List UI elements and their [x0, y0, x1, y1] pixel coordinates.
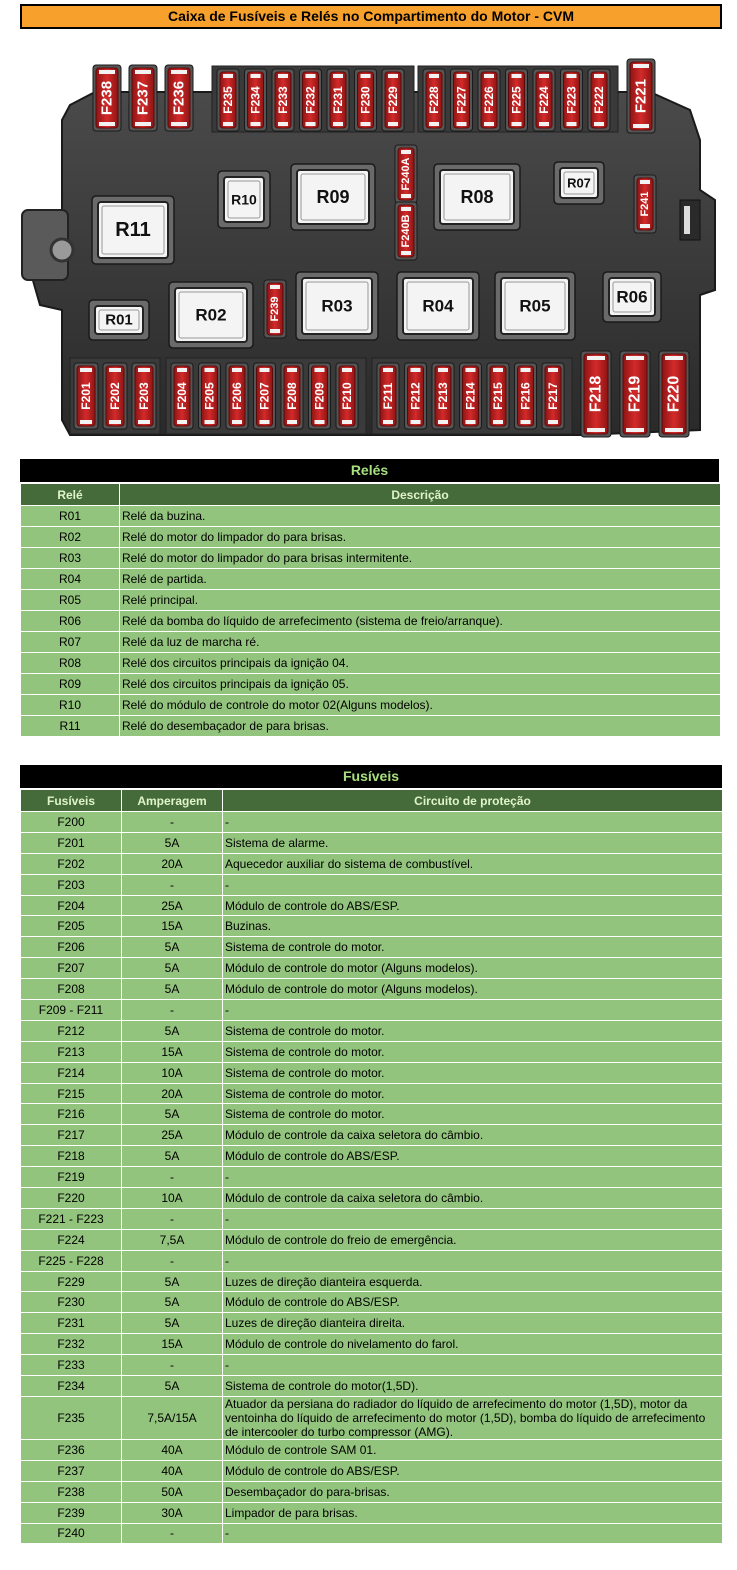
reles-cell: R06: [21, 611, 120, 632]
fusiveis-cell: F220: [21, 1188, 122, 1209]
fuse-label: F237: [134, 80, 152, 116]
fuse: [254, 363, 276, 429]
fuse-label: F238: [98, 80, 116, 116]
fusiveis-cell: Sistema de controle do motor(1,5D).: [223, 1376, 723, 1397]
fusiveis-cell: -: [223, 1355, 723, 1376]
reles-cell: Relé da luz de marcha ré.: [120, 632, 721, 653]
fusiveis-header-amperagem: Amperagem: [122, 790, 223, 812]
fuse: [336, 363, 358, 429]
fuse-label: F209: [312, 382, 327, 410]
fuse: [478, 69, 500, 131]
fusiveis-row: [21, 1104, 723, 1125]
fuse-label: F211: [381, 382, 395, 410]
fuse: [355, 69, 377, 131]
fuse: [487, 363, 509, 429]
reles-cell: Relé dos circuitos principais da ignição 04.: [120, 653, 721, 674]
fusiveis-cell: Módulo de controle do motor (Alguns modelos).: [223, 958, 723, 979]
relay: [92, 196, 174, 264]
fuse: [395, 145, 417, 203]
reles-cell: Relé da bomba do líquido de arrefecimento (sistema de freio/arranque).: [120, 611, 721, 632]
fusiveis-row: [21, 1167, 723, 1188]
fuse-label: F207: [257, 382, 272, 410]
fusiveis-row: [21, 958, 723, 979]
fusiveis-cell: Sistema de controle do motor.: [223, 1041, 723, 1062]
fusiveis-cell: F231: [21, 1313, 122, 1334]
fusiveis-cell: 15A: [122, 1334, 223, 1355]
fusiveis-cell: Sistema de alarme.: [223, 832, 723, 853]
fusiveis-cell: -: [122, 1208, 223, 1229]
fuse: [93, 65, 121, 131]
fusiveis-row: [21, 1229, 723, 1250]
fusiveis-cell: F209 - F211: [21, 1000, 122, 1021]
fusiveis-cell: Sistema de controle do motor.: [223, 937, 723, 958]
fusiveis-row: [21, 916, 723, 937]
fusiveis-cell: F202: [21, 853, 122, 874]
fusiveis-cell: -: [122, 1355, 223, 1376]
relay-label: R08: [460, 187, 494, 207]
fuse-label: F240A: [400, 157, 412, 191]
relay-label: R07: [567, 175, 591, 191]
reles-cell: R09: [21, 674, 120, 695]
fusiveis-cell: F216: [21, 1104, 122, 1125]
fuse-label: F239: [269, 296, 281, 322]
relay: [291, 164, 375, 230]
reles-title: Relés: [20, 459, 719, 482]
reles-cell: Relé do módulo de controle do motor 02(Alguns modelos).: [120, 695, 721, 716]
fusiveis-row: [21, 1271, 723, 1292]
relay: [397, 272, 479, 340]
reles-cell: Relé do desembaçador de para brisas.: [120, 716, 721, 737]
fusiveis-cell: 5A: [122, 1146, 223, 1167]
fusiveis-cell: -: [223, 874, 723, 895]
relay: [603, 272, 661, 322]
fusiveis-cell: 10A: [122, 1062, 223, 1083]
fuse-label: F201: [79, 382, 93, 410]
fuse-label: F202: [108, 382, 122, 410]
fuse-label: F208: [285, 382, 299, 410]
fusiveis-cell: 25A: [122, 1125, 223, 1146]
fusiveis-cell: -: [223, 1523, 723, 1544]
reles-row: [21, 527, 721, 548]
fusiveis-cell: Módulo de controle do motor (Alguns modelos).: [223, 979, 723, 1000]
fuse-label: F213: [436, 382, 450, 410]
fusiveis-cell: Sistema de controle do motor.: [223, 1104, 723, 1125]
fusiveis-cell: Módulo de controle da caixa seletora do câmbio.: [223, 1188, 723, 1209]
fusiveis-row: [21, 1334, 723, 1355]
fusiveis-row: [21, 1125, 723, 1146]
fusiveis-row: [21, 1523, 723, 1544]
fuse-label: F206: [230, 382, 244, 410]
fusiveis-cell: Aquecedor auxiliar do sistema de combustível.: [223, 853, 723, 874]
reles-cell: Relé dos circuitos principais da ignição 05.: [120, 674, 721, 695]
fusiveis-cell: Módulo de controle do ABS/ESP.: [223, 895, 723, 916]
fuse-label: F204: [175, 382, 189, 410]
fusiveis-cell: F234: [21, 1376, 122, 1397]
fusiveis-row: [21, 1062, 723, 1083]
fuse-label: F235: [221, 86, 235, 114]
fuse-label: F231: [331, 86, 345, 114]
fusiveis-cell: -: [122, 1167, 223, 1188]
fusiveis-cell: -: [122, 1523, 223, 1544]
fusiveis-row: [21, 1439, 723, 1460]
fuse-label: F210: [340, 382, 354, 410]
fuse-label: F229: [386, 86, 400, 114]
fusiveis-cell: -: [223, 1167, 723, 1188]
reles-row: [21, 632, 721, 653]
fusiveis-cell: 15A: [122, 1041, 223, 1062]
fusiveis-cell: F213: [21, 1041, 122, 1062]
relay-label: R06: [616, 287, 648, 307]
fusiveis-cell: Desembaçador do para-brisas.: [223, 1481, 723, 1502]
fusiveis-row: [21, 1460, 723, 1481]
fuse-label: F234: [248, 86, 263, 114]
fusiveis-cell: F201: [21, 832, 122, 853]
fuse: [245, 69, 267, 131]
fusiveis-cell: 10A: [122, 1188, 223, 1209]
fuse: [506, 69, 528, 131]
fuse: [377, 363, 399, 429]
fusiveis-header-fusiveis: Fusíveis: [21, 790, 122, 812]
relay: [296, 272, 378, 340]
fusiveis-cell: Sistema de controle do motor.: [223, 1020, 723, 1041]
reles-header-descricao: Descrição: [120, 484, 721, 506]
reles-cell: R11: [21, 716, 120, 737]
reles-cell: R05: [21, 590, 120, 611]
fusiveis-cell: Luzes de direção dianteira direita.: [223, 1313, 723, 1334]
fuse-label: F225: [509, 86, 524, 114]
fusiveis-cell: 5A: [122, 1313, 223, 1334]
fuse-label: F227: [454, 86, 469, 114]
reles-row: [21, 695, 721, 716]
fusiveis-cell: F204: [21, 895, 122, 916]
reles-cell: Relé da buzina.: [120, 506, 721, 527]
fusiveis-header-circuito: Circuito de proteção: [223, 790, 723, 812]
fusiveis-cell: 5A: [122, 1376, 223, 1397]
reles-row: [21, 590, 721, 611]
fusiveis-cell: Sistema de controle do motor.: [223, 1083, 723, 1104]
fusiveis-cell: -: [122, 1000, 223, 1021]
fusiveis-cell: F208: [21, 979, 122, 1000]
fuse-label: F233: [276, 86, 290, 114]
fusiveis-cell: Buzinas.: [223, 916, 723, 937]
fusiveis-cell: F214: [21, 1062, 122, 1083]
fuse: [395, 202, 417, 260]
reles-row: [21, 506, 721, 527]
fuse: [132, 363, 156, 429]
fusiveis-cell: 5A: [122, 1292, 223, 1313]
fuse: [165, 65, 193, 131]
fusiveis-cell: F219: [21, 1167, 122, 1188]
fuse: [515, 363, 537, 429]
reles-cell: Relé do motor do limpador do para brisas.: [120, 527, 721, 548]
relay-label: R09: [316, 187, 350, 207]
fusiveis-cell: 30A: [122, 1502, 223, 1523]
fusiveis-row: [21, 1481, 723, 1502]
fuse: [129, 65, 157, 131]
fuse-label: F219: [626, 375, 644, 413]
fusiveis-cell: Módulo de controle do ABS/ESP.: [223, 1292, 723, 1313]
page-title: Caixa de Fusíveis e Relés no Compartimento do Motor - CVM: [20, 4, 722, 29]
fusiveis-cell: 20A: [122, 853, 223, 874]
reles-table: [20, 483, 721, 737]
fusiveis-cell: 40A: [122, 1460, 223, 1481]
fusiveis-title: Fusíveis: [20, 765, 722, 788]
fuse: [281, 363, 303, 429]
fusiveis-cell: F229: [21, 1271, 122, 1292]
fusiveis-cell: Atuador da persiana do radiador do líquido de arrefecimento do motor (1,5D), motor da ventoinha do líquido de arrefecimento do motor (1,5D), bomba do líquido de arrefecimento de intercooler do turbo compressor (AMG).: [223, 1396, 723, 1439]
fusiveis-row: [21, 1502, 723, 1523]
fuse-label: F232: [303, 86, 318, 114]
fuse-label: F224: [537, 86, 551, 114]
fuse: [627, 59, 655, 133]
reles-cell: R07: [21, 632, 120, 653]
fusiveis-cell: Módulo de controle do ABS/ESP.: [223, 1460, 723, 1481]
fusiveis-cell: -: [122, 874, 223, 895]
fuse-label: F223: [564, 86, 579, 114]
fusiveis-row: [21, 895, 723, 916]
fusiveis-cell: Sistema de controle do motor.: [223, 1062, 723, 1083]
reles-row: [21, 674, 721, 695]
fusiveis-row: [21, 1146, 723, 1167]
fusiveis-cell: F217: [21, 1125, 122, 1146]
fusiveis-row: [21, 1396, 723, 1439]
fuse-label: F226: [482, 86, 496, 114]
fuse-box-diagram: [0, 40, 737, 445]
fusiveis-cell: -: [223, 1250, 723, 1271]
fuse-label: F214: [463, 382, 478, 410]
fusiveis-cell: F225 - F228: [21, 1250, 122, 1271]
reles-cell: R10: [21, 695, 120, 716]
fuse: [588, 69, 610, 131]
relay-label: R02: [195, 305, 227, 325]
relay: [89, 300, 149, 340]
fusiveis-cell: Módulo de controle do freio de emergência.: [223, 1229, 723, 1250]
reles-cell: R04: [21, 569, 120, 590]
reles-cell: Relé do motor do limpador do para brisas intermitente.: [120, 548, 721, 569]
relay: [554, 162, 604, 204]
fusiveis-table: [20, 789, 723, 1544]
fusiveis-cell: F239: [21, 1502, 122, 1523]
fusiveis-row: [21, 1250, 723, 1271]
fusiveis-cell: F224: [21, 1229, 122, 1250]
fusiveis-cell: F203: [21, 874, 122, 895]
fuse-label: F241: [639, 191, 651, 217]
fusiveis-row: [21, 812, 723, 833]
fuse: [432, 363, 454, 429]
fuse: [533, 69, 555, 131]
fusiveis-row: [21, 1000, 723, 1021]
relay: [218, 171, 270, 228]
relay-label: R04: [422, 296, 454, 316]
fusiveis-row: [21, 1355, 723, 1376]
reles-row: [21, 716, 721, 737]
fusiveis-cell: F207: [21, 958, 122, 979]
fuse-label: F216: [518, 382, 533, 410]
fuse-label: F236: [170, 80, 188, 116]
reles-row: [21, 611, 721, 632]
fusiveis-cell: 5A: [122, 832, 223, 853]
fusiveis-cell: 7,5A: [122, 1229, 223, 1250]
fusiveis-cell: -: [122, 1250, 223, 1271]
reles-cell: R08: [21, 653, 120, 674]
reles-cell: R03: [21, 548, 120, 569]
fuse: [423, 69, 445, 131]
fusiveis-cell: F218: [21, 1146, 122, 1167]
fuse: [542, 363, 564, 429]
fusiveis-cell: F200: [21, 812, 122, 833]
fuse-label: F218: [587, 375, 605, 413]
fusiveis-cell: Módulo de controle SAM 01.: [223, 1439, 723, 1460]
fusiveis-row: [21, 1041, 723, 1062]
relay-label: R11: [115, 219, 151, 241]
fuse: [217, 69, 239, 131]
fuse: [561, 69, 583, 131]
fuse: [659, 351, 689, 437]
fusiveis-cell: 20A: [122, 1083, 223, 1104]
fuse: [300, 69, 322, 131]
reles-header-rele: Relé: [21, 484, 120, 506]
fusiveis-cell: 5A: [122, 979, 223, 1000]
relay: [495, 272, 575, 340]
fusiveis-cell: 5A: [122, 1020, 223, 1041]
fuse-label: F222: [592, 86, 606, 114]
fusiveis-cell: F240: [21, 1523, 122, 1544]
fuse: [272, 69, 294, 131]
fuse-label: F221: [632, 78, 650, 114]
fusiveis-cell: Módulo de controle do nivelamento do farol.: [223, 1334, 723, 1355]
fusiveis-cell: F215: [21, 1083, 122, 1104]
fuse: [460, 363, 482, 429]
fuse: [451, 69, 473, 131]
fusiveis-cell: F238: [21, 1481, 122, 1502]
fusiveis-row: [21, 853, 723, 874]
fuse: [405, 363, 427, 429]
fusiveis-cell: -: [122, 812, 223, 833]
relay: [434, 164, 520, 230]
fuse: [103, 363, 127, 429]
fuse-label: F203: [137, 382, 151, 410]
reles-cell: R02: [21, 527, 120, 548]
fuse: [309, 363, 331, 429]
fuse: [199, 363, 221, 429]
fusiveis-cell: 5A: [122, 937, 223, 958]
fusiveis-cell: 5A: [122, 1271, 223, 1292]
reles-row: [21, 653, 721, 674]
reles-cell: R01: [21, 506, 120, 527]
fusiveis-cell: F233: [21, 1355, 122, 1376]
fusiveis-cell: F237: [21, 1460, 122, 1481]
fuse: [382, 69, 404, 131]
relay-label: R10: [231, 191, 257, 208]
reles-row: [21, 548, 721, 569]
fusiveis-row: [21, 979, 723, 1000]
fusiveis-cell: F221 - F223: [21, 1208, 122, 1229]
relay-label: R01: [105, 311, 133, 329]
fusiveis-row: [21, 1376, 723, 1397]
fusiveis-row: [21, 1083, 723, 1104]
fuse: [327, 69, 349, 131]
fusiveis-cell: F235: [21, 1396, 122, 1439]
fusiveis-cell: 7,5A/15A: [122, 1396, 223, 1439]
relay: [169, 282, 253, 348]
fusiveis-row: [21, 1188, 723, 1209]
fusiveis-cell: F232: [21, 1334, 122, 1355]
fuse-label: F230: [358, 86, 373, 114]
fusiveis-cell: 50A: [122, 1481, 223, 1502]
reles-cell: Relé de partida.: [120, 569, 721, 590]
fusiveis-cell: Módulo de controle do ABS/ESP.: [223, 1146, 723, 1167]
fusiveis-row: [21, 874, 723, 895]
relay-label: R05: [519, 296, 551, 316]
fusiveis-row: [21, 1313, 723, 1334]
fuse: [74, 363, 98, 429]
fuse-label: F220: [665, 375, 683, 413]
fuse-label: F240B: [400, 214, 412, 248]
fusiveis-row: [21, 1020, 723, 1041]
fusiveis-row: [21, 832, 723, 853]
fuse-label: F205: [202, 382, 217, 410]
fusiveis-cell: Módulo de controle da caixa seletora do câmbio.: [223, 1125, 723, 1146]
fusiveis-cell: 5A: [122, 958, 223, 979]
fusiveis-cell: Limpador de para brisas.: [223, 1502, 723, 1523]
reles-row: [21, 569, 721, 590]
fuse-label: F228: [427, 86, 441, 114]
fusiveis-cell: 15A: [122, 916, 223, 937]
fusiveis-cell: Luzes de direção dianteira esquerda.: [223, 1271, 723, 1292]
fusiveis-cell: F212: [21, 1020, 122, 1041]
fuse: [620, 351, 650, 437]
fuse: [634, 175, 656, 233]
fusiveis-cell: F205: [21, 916, 122, 937]
fuse: [171, 363, 193, 429]
fusiveis-row: [21, 937, 723, 958]
relay-label: R03: [321, 296, 353, 316]
fuse: [581, 351, 611, 437]
fusiveis-cell: -: [223, 1208, 723, 1229]
fuse-label: F212: [408, 382, 423, 410]
fuse: [226, 363, 248, 429]
reles-cell: Relé principal.: [120, 590, 721, 611]
fusiveis-cell: -: [223, 1000, 723, 1021]
fusiveis-cell: 5A: [122, 1104, 223, 1125]
fusiveis-cell: 40A: [122, 1439, 223, 1460]
fusiveis-cell: -: [223, 812, 723, 833]
fusiveis-cell: F236: [21, 1439, 122, 1460]
fuse-label: F215: [491, 382, 505, 410]
fusiveis-cell: F206: [21, 937, 122, 958]
fusiveis-cell: 25A: [122, 895, 223, 916]
fusiveis-row: [21, 1292, 723, 1313]
fusiveis-cell: F230: [21, 1292, 122, 1313]
fusiveis-row: [21, 1208, 723, 1229]
fuse: [264, 280, 286, 338]
fuse-label: F217: [546, 382, 560, 410]
